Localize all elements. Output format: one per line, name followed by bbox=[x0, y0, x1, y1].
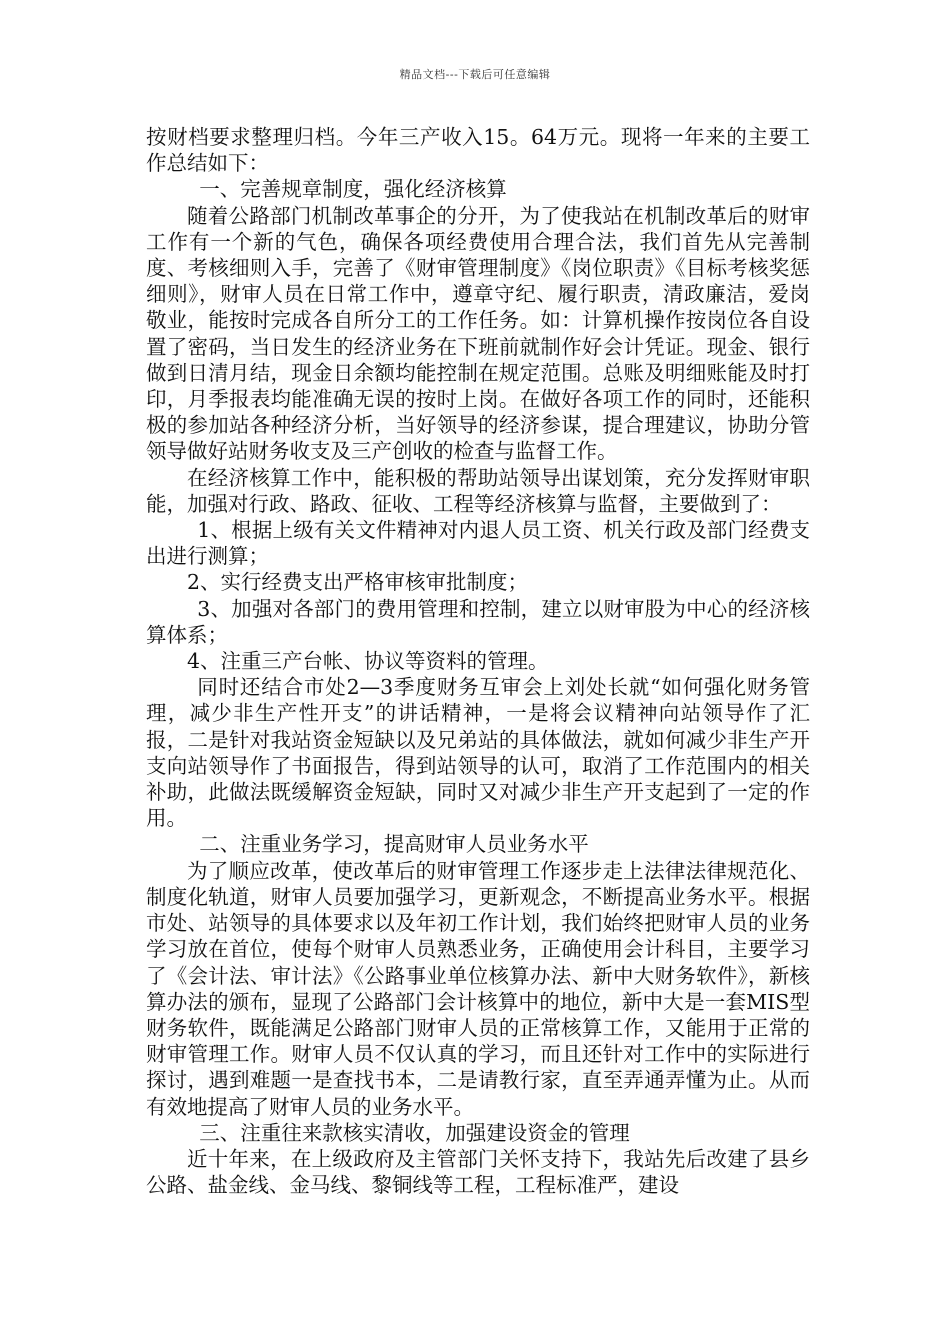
body-paragraph: 为了顺应改革，使改革后的财审管理工作逐步走上法律法律规范化、制度化轨道，财审人员要加强学习，更新观念，不断提高业务水平。根据市处、站领导的具体要求以及年初工作计划，我们始终把财审人员的业务学习放在首位，使每个财审人员熟悉业务，正确使用会计科目，主要学习了《会计法、审计法》《公路事业单位核算办法、新中大财务软件》，新核算办法的颁布，显现了公路部门会计核算中的地位，新中大是一套MIS型财务软件，既能满足公路部门财审人员的正常核算工作，又能用于正常的财审管理工作。财审人员不仅认真的学习，而且还针对工作中的实际进行探讨，遇到难题一是查找书本，二是请教行家，直至弄通弄懂为止。从而有效地提高了财审人员的业务水平。 bbox=[146, 858, 810, 1119]
body-paragraph: 在经济核算工作中，能积极的帮助站领导出谋划策，充分发挥财审职能，加强对行政、路政、征收、工程等经济核算与监督，主要做到了： bbox=[146, 465, 810, 516]
body-paragraph: 近十年来，在上级政府及主管部门关怀支持下，我站先后改建了县乡公路、盐金线、金马线、黎铜线等工程，工程标准严，建设 bbox=[146, 1146, 810, 1198]
body-paragraph: 同时还结合市处2—3季度财务互审会上刘处长就“如何强化财务管理，减少非生产性开支”的讲话精神，一是将会议精神向站领导作了汇报，二是针对我站资金短缺以及兄弟站的具体做法，就如何减少非生产开支向站领导作了书面报告，得到站领导的认可，取消了工作范围内的相关补助，此做法既缓解资金短缺，同时又对减少非生产开支起到了一定的作用。 bbox=[146, 675, 810, 831]
document-body bbox=[146, 124, 810, 1198]
intro-paragraph: 按财档要求整理归档。今年三产收入15。64万元。现将一年来的主要工作总结如下： bbox=[146, 125, 810, 176]
section-heading-1: 一、完善规章制度，强化经济核算 bbox=[199, 177, 507, 202]
body-paragraph: 随着公路部门机制改革事企的分开，为了使我站在机制改革后的财审工作有一个新的气色，确保各项经费使用合理合法，我们首先从完善制度、考核细则入手，完善了《财审管理制度》《岗位职责》《目标考核奖惩细则》，财审人员在日常工作中，遵章守纪、履行职责，清政廉洁，爱岗敬业，能按时完成各自所分工的工作任务。如：计算机操作按岗位各自设置了密码，当日发生的经济业务在下班前就制作好会计凭证。现金、银行做到日清月结，现金日余额均能控制在规定范围。总账及明细账能及时打印，月季报表均能准确无误的按时上岗。在做好各项工作的同时，还能积极的参加站各种经济分析，当好领导的经济参谋，提合理建议，协助分管领导做好站财务收支及三产创收的检查与监督工作。 bbox=[146, 203, 810, 464]
list-item: 1、根据上级有关文件精神对内退人员工资、机关行政及部门经费支出进行测算； bbox=[146, 518, 810, 569]
list-item: 4、注重三产台帐、协议等资料的管理。 bbox=[187, 649, 549, 674]
section-heading-3: 三、注重往来款核实清收，加强建设资金的管理 bbox=[199, 1120, 630, 1145]
section-heading-2: 二、注重业务学习，提高财审人员业务水平 bbox=[199, 832, 589, 857]
list-item: 3、加强对各部门的费用管理和控制，建立以财审股为中心的经济核算体系； bbox=[146, 596, 810, 647]
page-header: 精品文档---下载后可任意编辑 bbox=[399, 68, 551, 81]
list-item: 2、实行经费支出严格审核审批制度； bbox=[187, 570, 529, 595]
